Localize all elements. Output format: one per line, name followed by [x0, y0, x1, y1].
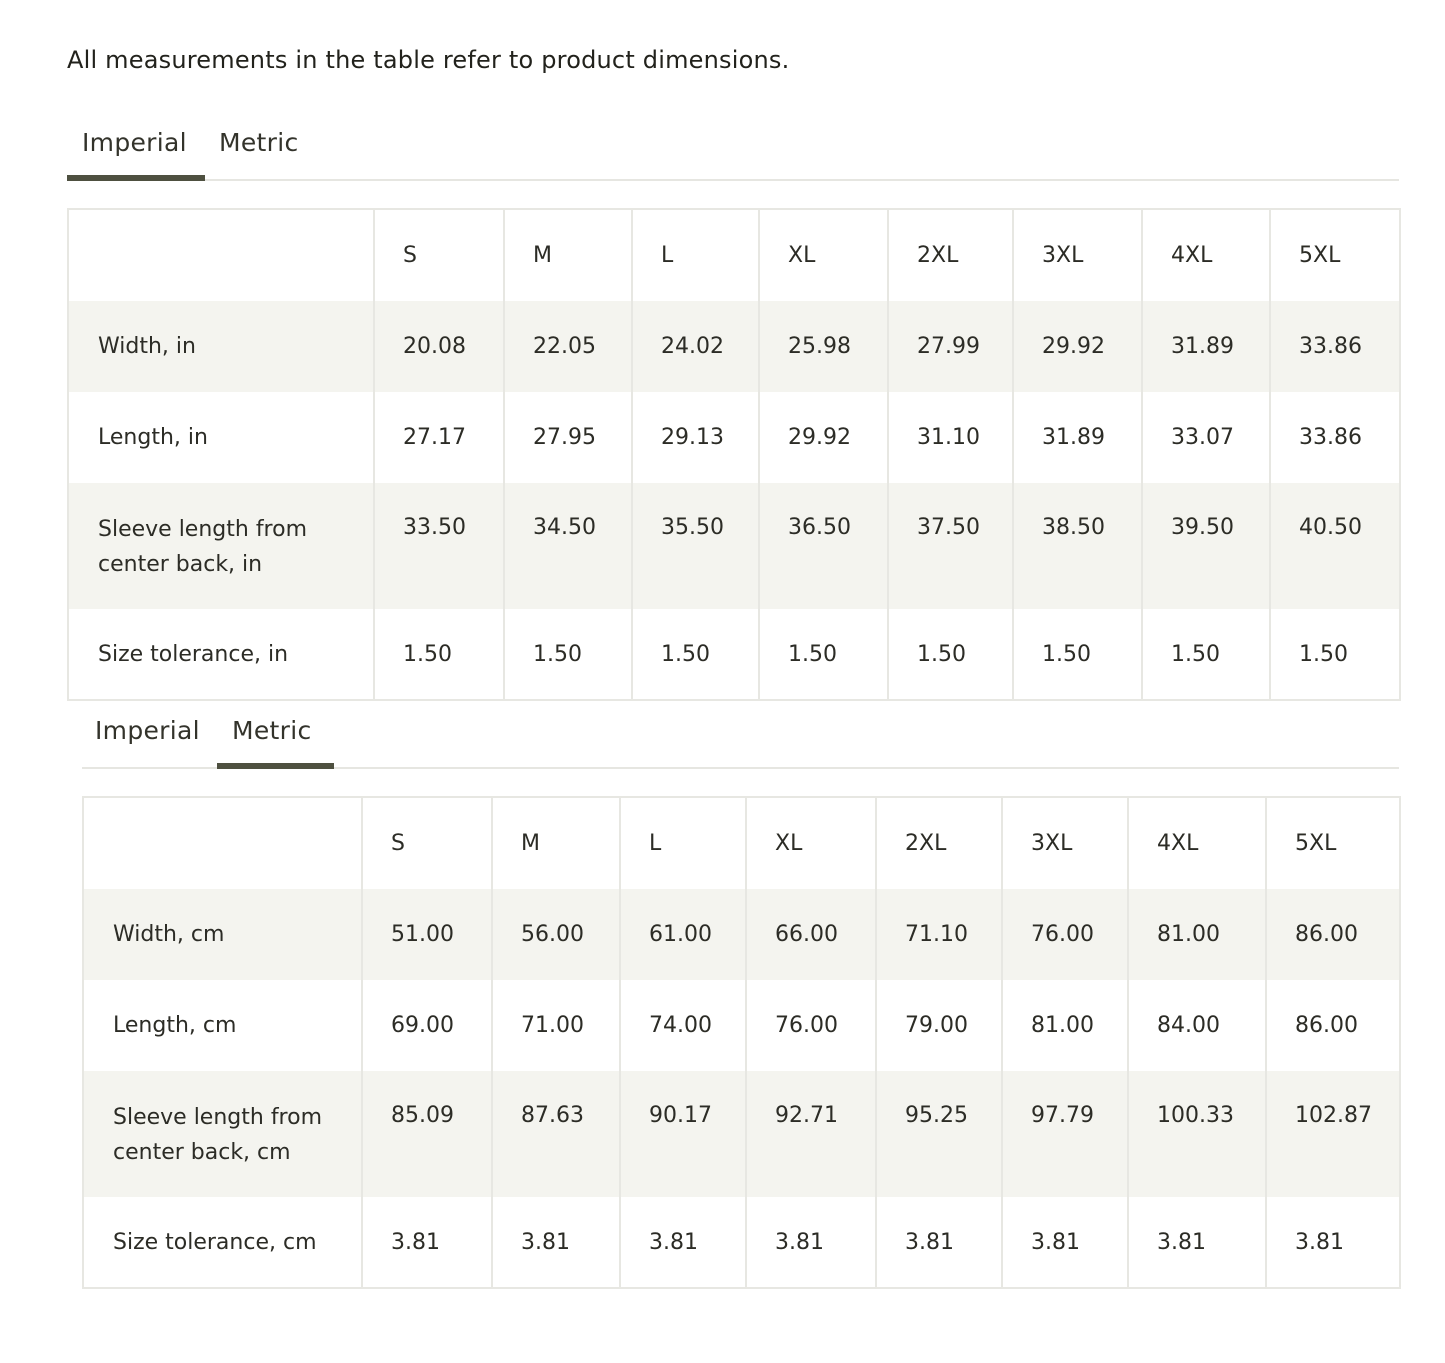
table-cell: 1.50	[1270, 609, 1400, 700]
imperial-section	[67, 120, 1399, 667]
size-header: 3XL	[1013, 209, 1142, 301]
table-cell: 1.50	[759, 609, 888, 700]
size-header: S	[374, 209, 504, 301]
table-cell: 31.10	[888, 392, 1013, 483]
table-cell: 31.89	[1013, 392, 1142, 483]
size-header: M	[492, 797, 620, 889]
table-cell: 1.50	[504, 609, 632, 700]
table-cell: 95.25	[876, 1071, 1002, 1197]
table-row	[68, 483, 1400, 609]
table-cell: 29.92	[1013, 301, 1142, 392]
table-cell: 71.00	[492, 980, 620, 1071]
table-header-row	[83, 797, 1400, 889]
table-cell: 25.98	[759, 301, 888, 392]
size-header: 3XL	[1002, 797, 1128, 889]
table-cell: 86.00	[1266, 889, 1400, 980]
table-cell: 33.86	[1270, 301, 1400, 392]
metric-section	[82, 708, 1399, 1255]
table-cell: 66.00	[746, 889, 876, 980]
table-cell: 22.05	[504, 301, 632, 392]
row-label: Length, in	[68, 392, 374, 483]
row-label: Width, in	[68, 301, 374, 392]
table-cell: 24.02	[632, 301, 759, 392]
active-tab-indicator	[67, 175, 205, 181]
size-header: XL	[746, 797, 876, 889]
size-header: 5XL	[1270, 209, 1400, 301]
size-header: XL	[759, 209, 888, 301]
table-header-row	[68, 209, 1400, 301]
table-cell: 27.95	[504, 392, 632, 483]
size-header: 4XL	[1142, 209, 1270, 301]
table-cell: 51.00	[362, 889, 492, 980]
active-tab-indicator	[217, 763, 334, 769]
size-header: M	[504, 209, 632, 301]
table-cell: 87.63	[492, 1071, 620, 1197]
size-header: L	[632, 209, 759, 301]
table-cell: 36.50	[759, 483, 888, 609]
table-cell: 1.50	[632, 609, 759, 700]
tab-metric[interactable]: Metric	[219, 128, 299, 157]
table-row	[68, 301, 1400, 392]
table-cell: 1.50	[374, 609, 504, 700]
table-cell: 29.92	[759, 392, 888, 483]
table-cell: 76.00	[746, 980, 876, 1071]
table-cell: 33.07	[1142, 392, 1270, 483]
table-cell: 90.17	[620, 1071, 746, 1197]
table-cell: 3.81	[746, 1197, 876, 1288]
table-cell: 31.89	[1142, 301, 1270, 392]
table-cell: 3.81	[1128, 1197, 1266, 1288]
table-cell: 71.10	[876, 889, 1002, 980]
table-row	[68, 392, 1400, 483]
size-header: 2XL	[888, 209, 1013, 301]
table-cell: 33.50	[374, 483, 504, 609]
table-cell: 85.09	[362, 1071, 492, 1197]
table-cell: 3.81	[492, 1197, 620, 1288]
table-row	[83, 1071, 1400, 1197]
table-cell: 102.87	[1266, 1071, 1400, 1197]
size-header: 5XL	[1266, 797, 1400, 889]
table-cell: 37.50	[888, 483, 1013, 609]
table-cell: 20.08	[374, 301, 504, 392]
size-header: S	[362, 797, 492, 889]
unit-tabs	[82, 708, 1399, 769]
size-header: L	[620, 797, 746, 889]
table-row	[83, 1197, 1400, 1288]
metric-size-table	[82, 796, 1401, 1289]
table-cell: 84.00	[1128, 980, 1266, 1071]
table-cell: 1.50	[1013, 609, 1142, 700]
table-row	[68, 609, 1400, 700]
row-label: Size tolerance, in	[68, 609, 374, 700]
table-cell: 97.79	[1002, 1071, 1128, 1197]
row-label: Sleeve length from center back, cm	[83, 1071, 362, 1197]
table-row	[83, 889, 1400, 980]
table-cell: 3.81	[620, 1197, 746, 1288]
row-label: Sleeve length from center back, in	[68, 483, 374, 609]
size-header: 4XL	[1128, 797, 1266, 889]
table-cell: 74.00	[620, 980, 746, 1071]
tab-imperial[interactable]: Imperial	[95, 716, 200, 745]
table-cell: 34.50	[504, 483, 632, 609]
table-cell: 1.50	[888, 609, 1013, 700]
row-label: Length, cm	[83, 980, 362, 1071]
row-label: Width, cm	[83, 889, 362, 980]
table-cell: 33.86	[1270, 392, 1400, 483]
table-cell: 3.81	[1002, 1197, 1128, 1288]
unit-tabs	[67, 120, 1399, 181]
intro-text: All measurements in the table refer to product dimensions.	[67, 46, 790, 74]
header-corner	[83, 797, 362, 889]
table-row	[83, 980, 1400, 1071]
table-cell: 81.00	[1002, 980, 1128, 1071]
table-cell: 76.00	[1002, 889, 1128, 980]
table-cell: 92.71	[746, 1071, 876, 1197]
table-cell: 3.81	[876, 1197, 1002, 1288]
table-cell: 35.50	[632, 483, 759, 609]
row-label: Size tolerance, cm	[83, 1197, 362, 1288]
table-cell: 3.81	[1266, 1197, 1400, 1288]
table-cell: 1.50	[1142, 609, 1270, 700]
tab-imperial[interactable]: Imperial	[82, 128, 187, 157]
size-header: 2XL	[876, 797, 1002, 889]
table-cell: 27.99	[888, 301, 1013, 392]
table-cell: 86.00	[1266, 980, 1400, 1071]
table-cell: 56.00	[492, 889, 620, 980]
table-cell: 38.50	[1013, 483, 1142, 609]
header-corner	[68, 209, 374, 301]
table-cell: 81.00	[1128, 889, 1266, 980]
tab-metric[interactable]: Metric	[232, 716, 312, 745]
imperial-size-table	[67, 208, 1401, 701]
table-cell: 39.50	[1142, 483, 1270, 609]
table-cell: 100.33	[1128, 1071, 1266, 1197]
table-cell: 61.00	[620, 889, 746, 980]
table-cell: 40.50	[1270, 483, 1400, 609]
table-cell: 79.00	[876, 980, 1002, 1071]
table-cell: 3.81	[362, 1197, 492, 1288]
table-cell: 27.17	[374, 392, 504, 483]
table-cell: 69.00	[362, 980, 492, 1071]
table-cell: 29.13	[632, 392, 759, 483]
